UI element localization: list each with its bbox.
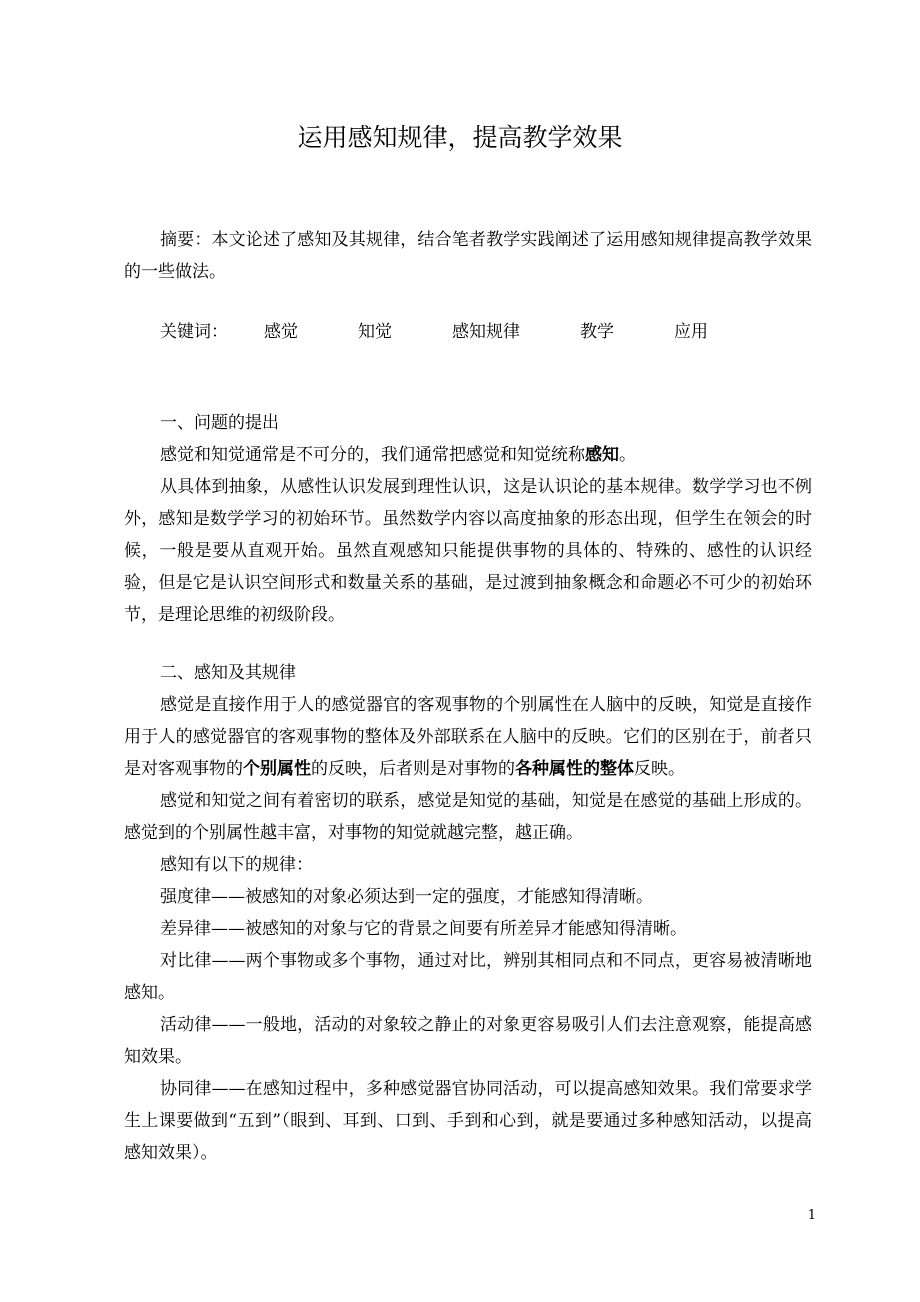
section-heading: 二、感知及其规律 (160, 663, 296, 683)
section-perception-laws (124, 657, 812, 1169)
keywords-label: 关键词： (160, 322, 228, 342)
abstract-paragraph: 摘要：本文论述了感知及其规律，结合笔者教学实践阐述了运用感知规律提高教学效果的一些做法。 (124, 230, 812, 282)
keywords-block (124, 316, 812, 348)
law-difference: 差异律——被感知的对象与它的背景之间要有所差异才能感知得清晰。 (160, 919, 687, 939)
paragraph: 感知有以下的规律： (160, 855, 313, 875)
page-number: 1 (807, 1208, 816, 1223)
document-title: 运用感知规律，提高教学效果 (297, 123, 623, 152)
bold-term: 各种属性的整体 (515, 759, 634, 779)
section-problem (124, 407, 812, 631)
keyword-item: 应用 (674, 322, 708, 342)
law-contrast: 对比律——两个事物或多个事物，通过对比，辨别其相同点和不同点，更容易被清晰地感知。 (124, 951, 812, 1003)
paragraph-text: 感觉是直接作用于人的感觉器官的客观事物的个别属性在人脑中的反映，知觉是直接作用于人的感觉器官的客观事物的整体及外部联系在人脑中的反映。它们的区别在于，前者只是对客观事物的 (124, 695, 812, 779)
law-synergy: 协同律——在感知过程中，多种感觉器官协同活动，可以提高感知效果。我们常要求学生上课要做到“五到”（眼到、耳到、口到、手到和心到，就是要通过多种感知活动，以提高感知效果）。 (124, 1079, 812, 1163)
paragraph: 从具体到抽象，从感性认识发展到理性认识，这是认识论的基本规律。数学学习也不例外，感知是数学学习的初始环节。虽然数学内容以高度抽象的形态出现，但学生在领会的时候，一般是要从直观开始。虽然直观感知只能提供事物的具体的、特殊的、感性的认识经验，但是它是认识空间形式和数量关系的基础，是过渡到抽象概念和命题必不可少的初始环节，是理论思维的初级阶段。 (124, 477, 812, 625)
paragraph (124, 439, 812, 471)
abstract-block (124, 224, 812, 288)
keyword-item: 感觉 (264, 322, 298, 342)
section-heading: 一、问题的提出 (160, 413, 279, 433)
paragraph: 感觉和知觉之间有着密切的联系，感觉是知觉的基础，知觉是在感觉的基础上形成的。感觉到的个别属性越丰富，对事物的知觉就越完整，越正确。 (124, 791, 812, 843)
paragraph-text: 的反映，后者则是对事物的 (311, 759, 515, 779)
paragraph-text: 。 (619, 445, 636, 465)
keyword-item: 感知规律 (452, 322, 520, 342)
bold-term: 个别属性 (243, 759, 311, 779)
paragraph-text: 反映。 (634, 759, 685, 779)
keyword-item: 教学 (580, 322, 614, 342)
paragraph-text: 感觉和知觉通常是不可分的，我们通常把感觉和知觉统称 (160, 445, 585, 465)
law-intensity: 强度律——被感知的对象必须达到一定的强度，才能感知得清晰。 (160, 887, 653, 907)
keyword-item: 知觉 (358, 322, 392, 342)
bold-term: 感知 (585, 445, 619, 465)
law-activity: 活动律——一般地，活动的对象较之静止的对象更容易吸引人们去注意观察，能提高感知效果。 (124, 1015, 812, 1067)
paragraph (124, 689, 812, 785)
keywords-line (124, 316, 812, 348)
